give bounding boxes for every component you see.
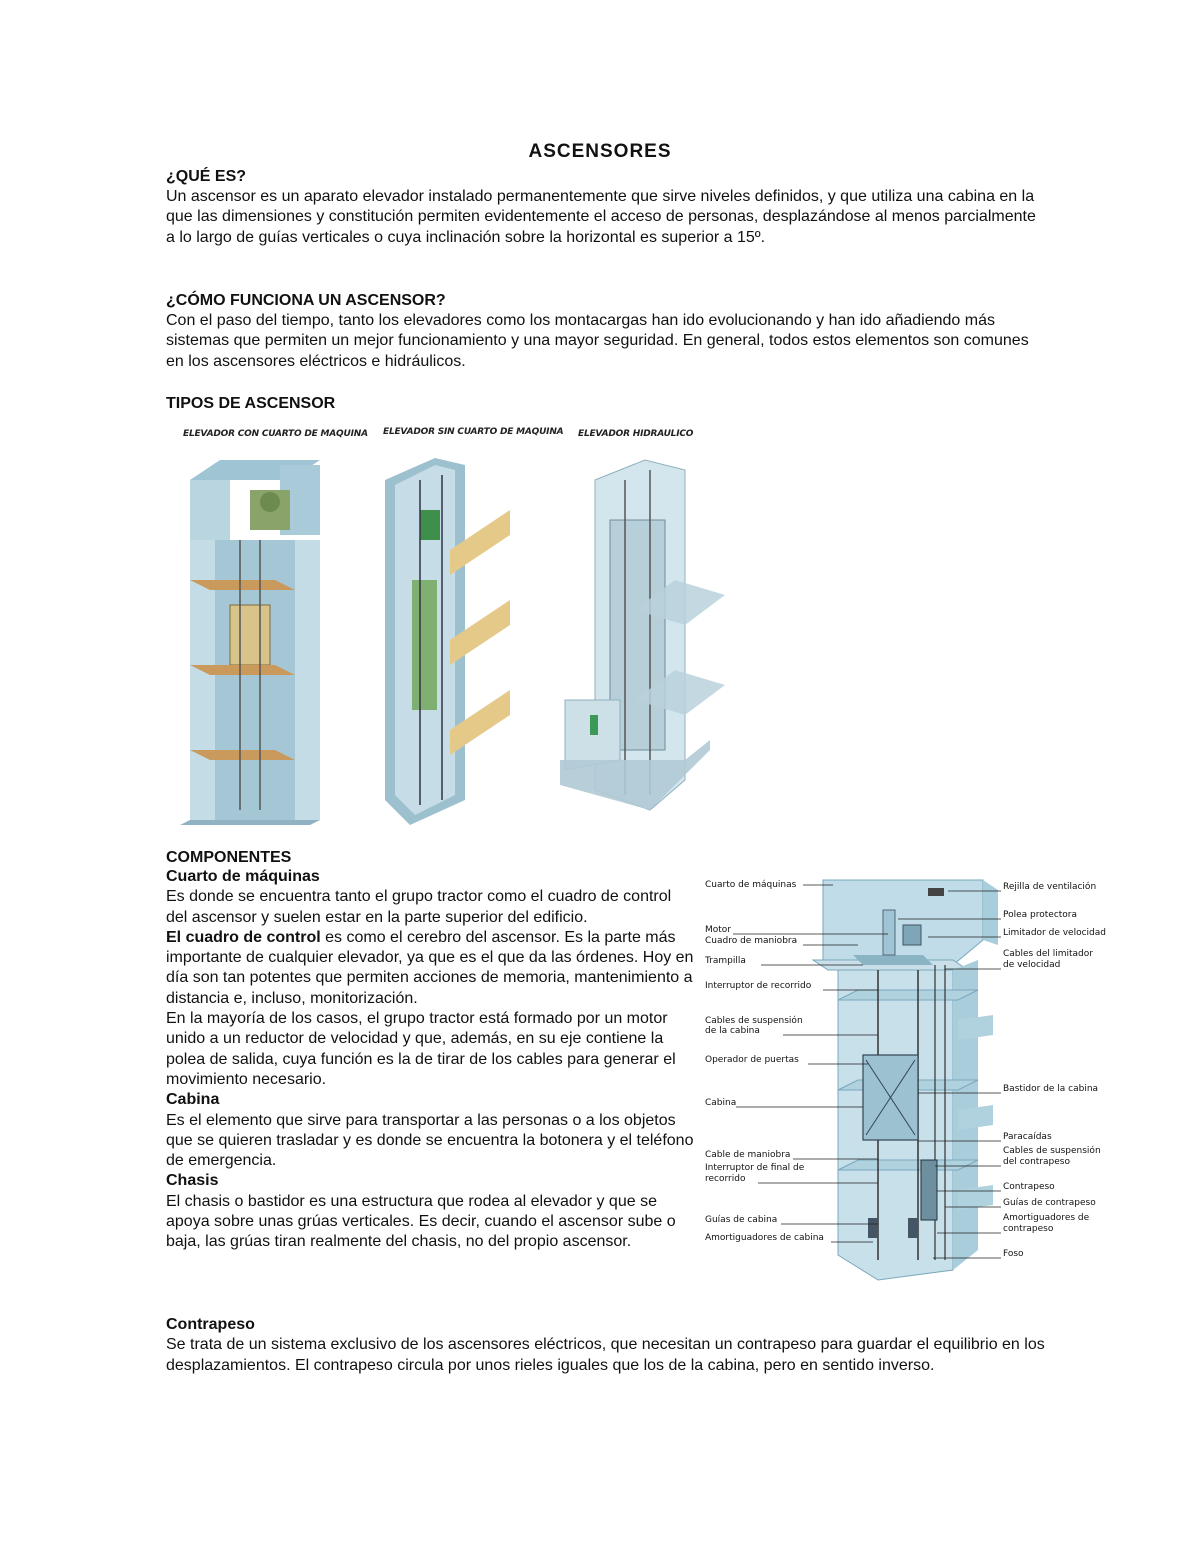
subheading-chasis: Chasis [166, 1172, 219, 1190]
section-heading-componentes: COMPONENTES [166, 849, 292, 866]
elevator-without-machine-room-image [385, 458, 510, 825]
section-text-que-es: Un ascensor es un aparato elevador instalado permanentemente que sirve niveles definidos, y que utiliza una cabina en la que las dimensiones y constitución permiten evidentemente el acceso de personas, desplazándose al menos parcialmente a lo largo de guías verticales o cuya inclinación sobre la horizontal es superior a 15º. [166, 188, 1036, 246]
section-text-como-funciona: Con el paso del tiempo, tanto los elevadores como los montacargas han ido evolucionando y han ido añadiendo más sistemas que permiten un mejor funcionamiento y una mayor seguridad. En general, todos estos elementos son comunes en los ascensores eléctricos e hidráulicos. [166, 312, 1029, 370]
label-trampilla: Trampilla [705, 956, 746, 966]
text-cuadro-control: es como el cerebro del ascensor. Es la parte más importante de cualquier elevador, ya que es el que da las órdenes. Hoy en día son tan potentes que permiten acciones de memoria, mantenimiento a distancia e, incluso, monitorización. [166, 928, 694, 1007]
label-limitador-velocidad: Limitador de velocidad [1003, 928, 1106, 938]
lead-cuadro-control: El cuadro de control [166, 928, 321, 946]
label-motor: Motor [705, 925, 732, 935]
subheading-cabina: Cabina [166, 1091, 220, 1109]
text-contrapeso: Se trata de un sistema exclusivo de los ascensores eléctricos, que necesitan un contrapeso para guardar el equilibrio en los desplazamientos. El contrapeso circula por unos rieles iguales que los de la cabina, pero en sentido inverso. [166, 1336, 1045, 1374]
text-cuarto-maquinas: Es donde se encuentra tanto el grupo tractor como el cuadro de control del ascensor y suelen estar en la parte superior del edificio. [166, 888, 672, 926]
label-amortiguadores-contrapeso-1: Amortiguadores de [1003, 1213, 1090, 1223]
label-cables-suspension-cabina-1: Cables de suspensión [705, 1016, 803, 1026]
section-heading-que-es: ¿QUÉ ES? [166, 168, 247, 185]
label-interruptor-recorrido: Interruptor de recorrido [705, 981, 812, 991]
label-paracaidas: Paracaídas [1003, 1132, 1052, 1142]
elevator-hydraulic-image [560, 460, 725, 810]
label-foso: Foso [1003, 1249, 1024, 1259]
paragraph-cuadro-control [166, 928, 696, 1009]
label-polea-protectora: Polea protectora [1003, 910, 1078, 920]
elevator-types-illustration [180, 440, 780, 830]
label-cuadro-maniobra: Cuadro de maniobra [705, 936, 798, 946]
elevator-components-diagram [703, 870, 1133, 1285]
section-heading-como-funciona: ¿CÓMO FUNCIONA UN ASCENSOR? [166, 292, 446, 309]
text-cabina: Es el elemento que sirve para transportar a las personas o a los objetos que se quieren trasladar y es donde se encuentra la botonera y el teléfono de emergencia. [166, 1111, 694, 1170]
label-guias-cabina: Guías de cabina [705, 1215, 778, 1225]
label-amortiguadores-cabina: Amortiguadores de cabina [705, 1233, 824, 1243]
figure-label-hidraulico: ELEVADOR HIDRAULICO [578, 429, 694, 439]
label-amortiguadores-contrapeso-2: contrapeso [1003, 1224, 1054, 1234]
label-cables-limitador-1: Cables del limitador [1003, 949, 1093, 959]
label-contrapeso: Contrapeso [1003, 1182, 1055, 1192]
document-title: ASCENSORES [528, 141, 672, 162]
contrapeso-block [166, 1315, 1046, 1376]
label-cable-maniobra: Cable de maniobra [705, 1150, 791, 1160]
label-rejilla-ventilacion: Rejilla de ventilación [1003, 882, 1097, 892]
label-guias-contrapeso: Guías de contrapeso [1003, 1198, 1096, 1208]
componentes-text-column [166, 867, 696, 1253]
label-interruptor-final-2: recorrido [705, 1174, 746, 1184]
section-heading-tipos: TIPOS DE ASCENSOR [166, 395, 336, 412]
diagram-building-drawing [813, 880, 998, 1280]
label-cables-suspension-contrapeso-2: del contrapeso [1003, 1157, 1070, 1167]
figure-label-sin-cuarto: ELEVADOR SIN CUARTO DE MAQUINA [383, 427, 564, 437]
label-cables-suspension-cabina-2: de la cabina [705, 1026, 760, 1036]
subheading-cuarto-maquinas: Cuarto de máquinas [166, 868, 320, 885]
subheading-contrapeso: Contrapeso [166, 1316, 255, 1333]
label-interruptor-final-1: Interruptor de final de [705, 1163, 805, 1173]
elevator-with-machine-room-image [180, 460, 320, 825]
label-cuarto-maquinas: Cuarto de máquinas [705, 880, 797, 890]
label-cables-limitador-2: de velocidad [1003, 960, 1061, 970]
label-cables-suspension-contrapeso-1: Cables de suspensión [1003, 1146, 1101, 1156]
text-grupo-tractor: En la mayoría de los casos, el grupo tractor está formado por un motor unido a un reductor de velocidad y que, además, en su eje contiene la polea de salida, cuya función es la de tirar de los cables para generar el movimiento necesario. [166, 1010, 676, 1088]
figure-label-con-cuarto: ELEVADOR CON CUARTO DE MAQUINA [183, 429, 368, 439]
label-operador-puertas: Operador de puertas [705, 1055, 799, 1065]
label-cabina: Cabina [705, 1098, 737, 1108]
label-bastidor-cabina: Bastidor de la cabina [1003, 1084, 1099, 1094]
text-chasis: El chasis o bastidor es una estructura que rodea al elevador y que se apoya sobre unas grúas verticales. Es decir, cuando el ascensor sube o baja, las grúas tiran realmente del chasis, no del propio ascensor. [166, 1192, 676, 1251]
